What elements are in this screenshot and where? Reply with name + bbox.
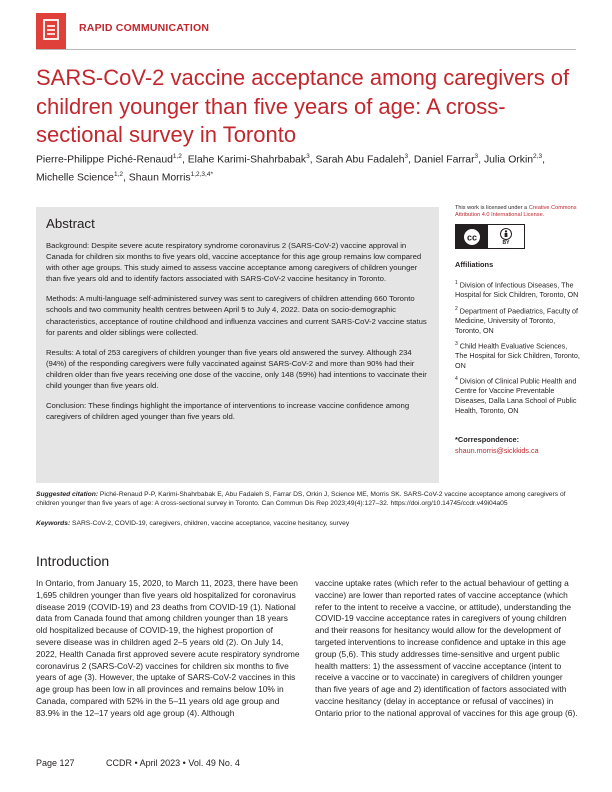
sidebar <box>455 205 581 455</box>
introduction-left-column: In Ontario, from January 15, 2020, to March 11, 2023, there have been 1,695 children younger than five years old hospitalized for coronavirus disease 2019 (COVID-19) and 23 deaths from COVID-19 (1). National data from Canada found that among children younger than 18 years old hospitalized because of COVID-19, the highest proportion of severe disease was in children aged 2–5 years old (2). On July 14, 2022, Health Canada first approved severe acute respiratory syndrome coronavirus 2 (SARS-CoV-2) vaccines for children six months to five years of age (3). However, the uptake of SARS-CoV-2 vaccines in this age group has been low in all provinces and remains below 10% in Canada, compared with 52% in the 5–11 years old age group and 83.9% in the 12–17 years old age group (4). Although <box>36 578 300 718</box>
author-name: Elahe Karimi-Shahrbabak <box>187 154 307 166</box>
abstract-results <box>46 347 430 391</box>
author-name: Shaun Morris <box>128 172 191 184</box>
author-name: Julia Orkin <box>483 154 534 166</box>
author-separator: , <box>123 172 129 184</box>
author-list <box>36 150 581 186</box>
cc-by-badge[interactable] <box>455 224 525 249</box>
affiliations-heading: Affiliations <box>455 260 494 270</box>
affiliation-number: 1 <box>455 280 458 287</box>
abstract-conclusion <box>46 400 430 422</box>
affiliation-item <box>455 279 581 300</box>
author-affiliation-marker: 3 <box>306 153 310 160</box>
author-name: Michelle Science <box>36 172 114 184</box>
abstract-label: Methods: <box>46 294 78 304</box>
license-link[interactable]: Creative Commons Attribution 4.0 International License. <box>455 205 577 219</box>
keywords-label: Keywords: <box>36 520 71 527</box>
section-label: RAPID COMMUNICATION <box>79 22 210 34</box>
affiliation-item <box>455 305 581 335</box>
abstract-box <box>36 207 439 483</box>
abstract-text: Despite severe acute respiratory syndrome coronavirus 2 (SARS-CoV-2) vaccine approval in Canada for children six months to five years old, vaccine acceptance for this age group remains low compared with other age groups. This study aimed to assess vaccine acceptance among caregivers of children younger than five years old and to identify factors associated with SARS-CoV-2 vaccine hesitancy in Toronto. <box>46 241 422 284</box>
abstract-text: These findings highlight the importance of interventions to increase vaccine confidence among caregivers of children aged younger than five years old. <box>46 401 410 422</box>
person-icon <box>500 228 512 240</box>
author-separator: , <box>408 154 414 166</box>
author-separator: , <box>542 154 545 166</box>
abstract-label: Background: <box>46 241 90 250</box>
journal-issue: CCDR • April 2023 • Vol. 49 No. 4 <box>106 758 240 768</box>
affiliation-number: 3 <box>455 341 458 348</box>
cc-logo-text: cc <box>466 232 478 243</box>
document-icon <box>36 13 66 49</box>
by-attribution <box>488 225 524 248</box>
author-affiliation-marker: 3 <box>474 153 479 160</box>
abstract-text: A total of 253 caregivers of children younger than five years old answered the survey. Although 234 (94%) of the responding caregivers were fully vaccinated against SARS-CoV-2 and more than 90% had their children older than five years receiving one dose of the vaccine, only 148 (59%) had intentions to vaccinate their child younger than five years old. <box>46 347 427 391</box>
keywords <box>36 519 586 528</box>
header-divider <box>36 49 576 50</box>
affiliation-number: 2 <box>455 305 458 312</box>
abstract-text: A multi-language self-administered survey was sent to caregivers of children attending 660 Toronto schools and two community health centres between April 5 to July 4, 2022. Data on socio-demographic characteristics, acceptance of routine childhood and influenza vaccines and current SARS-CoV-2 vaccine status for parents and older siblings were collected. <box>46 294 427 337</box>
affiliation-number: 4 <box>455 376 458 383</box>
affiliation-item <box>455 375 581 415</box>
author-separator: , <box>478 154 484 166</box>
correspondence-email-link[interactable]: shaun.morris@sickkids.ca <box>455 446 539 456</box>
author-affiliation-marker: 1,2 <box>172 153 182 160</box>
introduction-heading: Introduction <box>36 553 110 569</box>
license-note <box>455 205 581 219</box>
affiliation-text: Division of Clinical Public Health and Centre for Vaccine Preventable Diseases, Dalla Lana School of Public Health, Toronto, ON <box>455 376 577 415</box>
keywords-text: SARS-CoV-2, COVID-19, caregivers, children, vaccine acceptance, vaccine hesitancy, survey <box>70 520 350 527</box>
cc-by-label: BY <box>502 239 510 246</box>
article-title: SARS-CoV-2 vaccine acceptance among caregivers of children younger than five years of age: A cross-sectional survey in Toronto <box>36 65 570 147</box>
citation-label: Suggested citation: <box>36 491 99 498</box>
author-affiliation-marker: 1,2 <box>113 170 124 178</box>
author-separator: , <box>309 154 316 166</box>
introduction-right-column: vaccine uptake rates (which refer to the actual behaviour of getting a vaccine) are lower than reported rates of vaccine acceptance (which refer to the intent to receive a vaccine, or attitude), understanding the COVID-19 vaccine acceptance rates in caregivers of young children and their reasons for hesitancy would allow for the development of targeted interventions to increase confidence and uptake in this age group (5,6). This study addresses time-sensitive and urgent public health matters: 1) the assessment of vaccine acceptance (intent to receive a vaccine or to vaccinate) in caregivers of children younger than five years of age and 2) identification of factors associated with vaccine hesitancy (delay in acceptance or refusal of vaccines) in Ontario prior to the national approval of vaccines for this age group (6). <box>315 578 578 718</box>
correspondence-heading: *Correspondence: <box>455 435 520 445</box>
abstract-methods <box>46 293 430 337</box>
license-text: This work is licensed under a <box>455 205 529 211</box>
abstract-heading: Abstract <box>46 216 95 231</box>
affiliation-text: Division of Infectious Diseases, The Hospital for Sick Children, Toronto, ON <box>455 280 579 300</box>
author-name: Sarah Abu Fadaleh <box>315 154 405 166</box>
suggested-citation <box>36 490 586 509</box>
abstract-label: Results: <box>46 347 74 357</box>
affiliation-text: Child Health Evaluative Sciences, The Hospital for Sick Children, Toronto, ON <box>455 341 580 370</box>
author-separator: , <box>181 154 188 166</box>
affiliation-item <box>455 340 581 370</box>
abstract-background <box>46 240 430 284</box>
author-affiliation-marker: 1,2,3,4* <box>190 170 214 178</box>
citation-text: Piché-Renaud P-P, Karimi-Shahrbabak E, Abu Fadaleh S, Farrar DS, Orkin J, Science ME, Morris SK. SARS-CoV-2 vaccine acceptance among caregivers of children younger than five years of age: A cross-sectional survey in Toronto. Can Commun Dis Rep 2023;49(4):127–32. https://doi.org/10.14745/ccdr.v49i04a05 <box>36 491 566 508</box>
page-number: Page 127 <box>36 758 75 768</box>
affiliation-text: Department of Paediatrics, Faculty of Medicine, University of Toronto, Toronto, ON <box>455 306 579 335</box>
abstract-label: Conclusion: <box>46 401 87 411</box>
author-affiliation-marker: 3 <box>404 153 409 160</box>
cc-logo-icon <box>456 225 488 248</box>
author-name: Daniel Farrar <box>413 154 475 166</box>
author-name: Pierre-Philippe Piché-Renaud <box>36 154 173 166</box>
author-affiliation-marker: 2,3 <box>533 153 543 160</box>
